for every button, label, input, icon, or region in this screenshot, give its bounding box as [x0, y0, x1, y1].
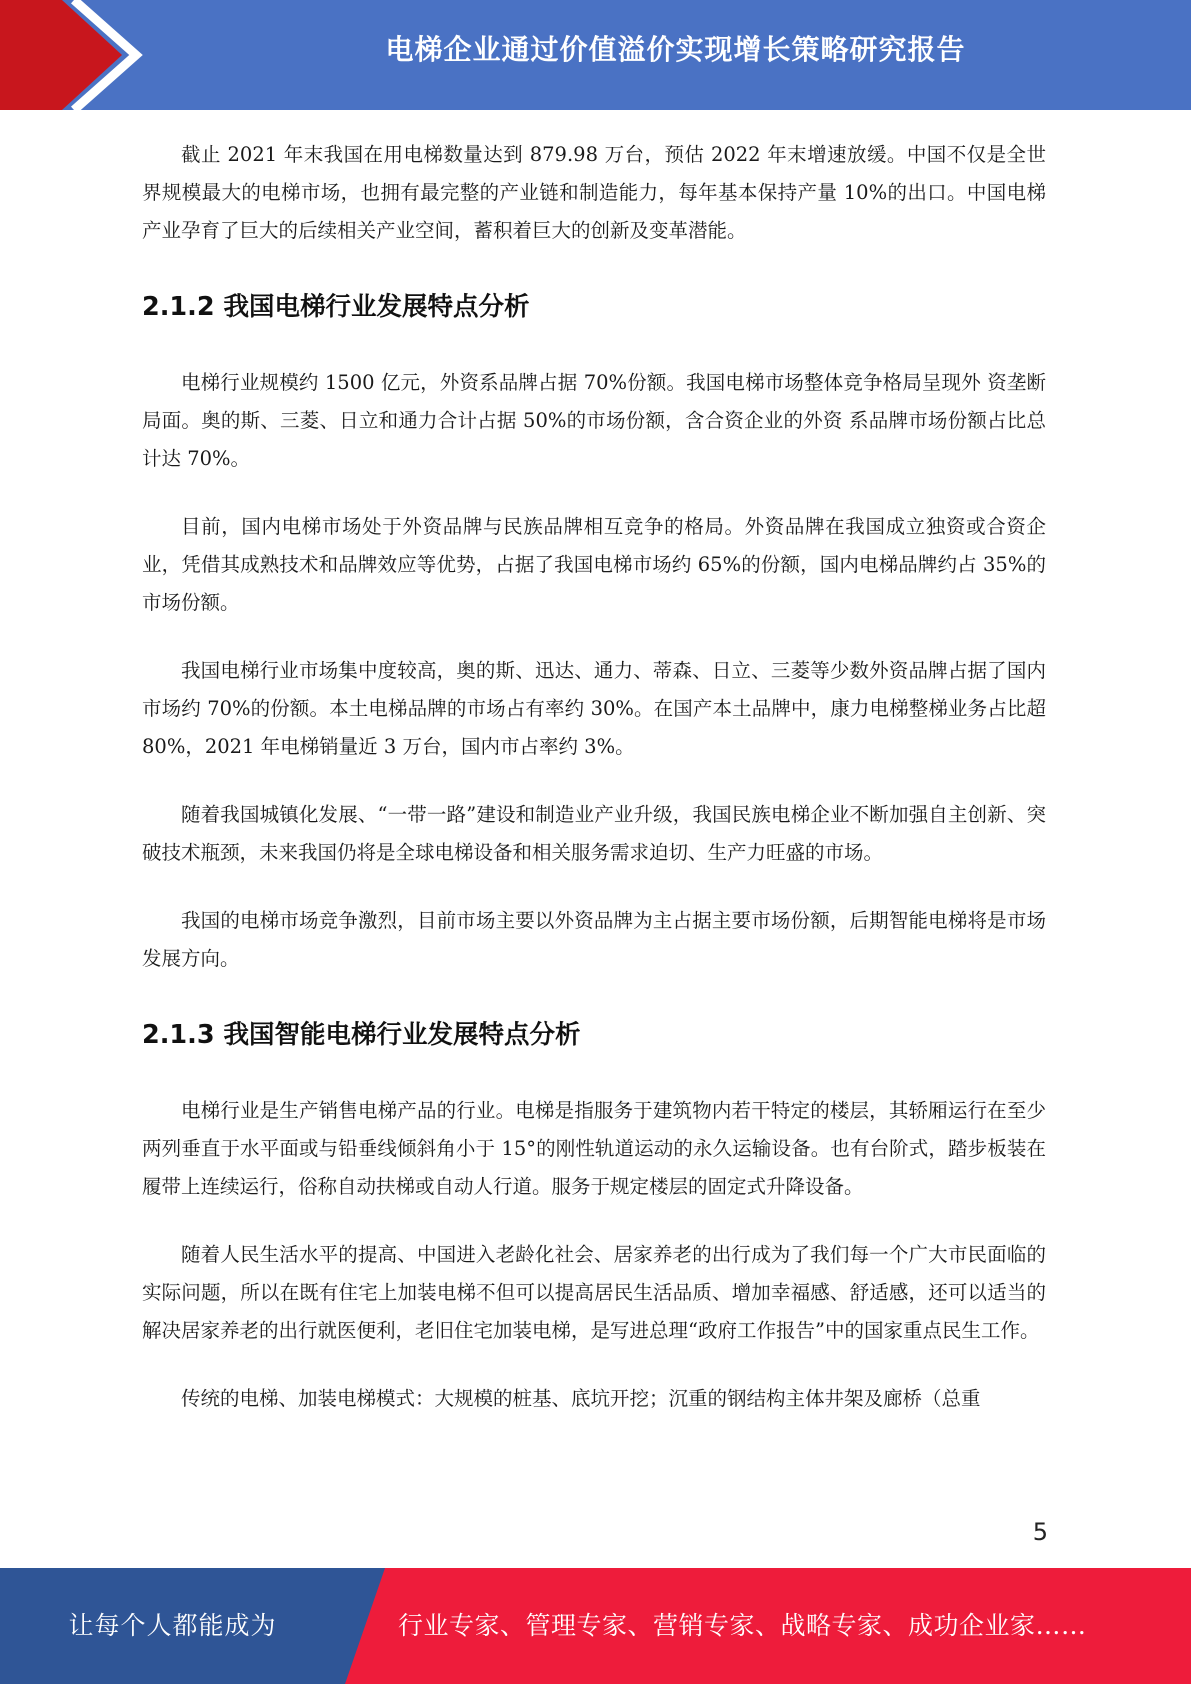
section-heading-2-1-2: 2.1.2 我国电梯行业发展特点分析 — [142, 292, 530, 322]
paragraph-elevator-definition: 电梯行业是生产销售电梯产品的行业。电梯是指服务于建筑物内若干特定的楼层，其轿厢运行在至少两列垂直于水平面或与铅垂线倾斜角小于 15°的刚性轨道运动的永久运输设备。也有台阶式，踏步板装在履带上连续运行，俗称自动扶梯或自动人行道。服务于规定楼层的固定式升降设备。 — [142, 1099, 1046, 1198]
footer-slogan-left: 让每个人都能成为 — [68, 1611, 277, 1640]
paragraph-industry-scale: 电梯行业规模约 1500 亿元，外资系品牌占据 70%份额。我国电梯市场整体竞争格局呈现外 资垄断局面。奥的斯、三菱、日立和通力合计占据 50%的市场份额，含合资企业的外资 系品牌市场份额占比总计达 70%。 — [142, 371, 1046, 470]
paragraph-market-concentration: 我国电梯行业市场集中度较高，奥的斯、迅达、通力、蒂森、日立、三菱等少数外资品牌占据了国内市场约 70%的份额。本土电梯品牌的市场占有率约 30%。在国产本土品牌中，康力电梯整梯业务占比超 80%，2021 年电梯销量近 3 万台，国内市占率约 3%。 — [142, 659, 1046, 758]
paragraph-intro: 截止 2021 年末我国在用电梯数量达到 879.98 万台，预估 2022 年末增速放缓。中国不仅是全世界规模最大的电梯市场，也拥有最完整的产业链和制造能力，每年基本保持产量 10%的出口。中国电梯产业孕育了巨大的后续相关产业空间，蓄积着巨大的创新及变革潜能。 — [142, 143, 1046, 242]
paragraph-urbanization: 随着我国城镇化发展、“一带一路”建设和制造业产业升级，我国民族电梯企业不断加强自主创新、突破技术瓶颈，未来我国仍将是全球电梯设备和相关服务需求迫切、生产力旺盛的市场。 — [142, 803, 1046, 864]
header-chevron-decoration — [0, 0, 160, 110]
paragraph-aging-society: 随着人民生活水平的提高、中国进入老龄化社会、居家养老的出行成为了我们每一个广大市民面临的实际问题，所以在既有住宅上加装电梯不但可以提高居民生活品质、增加幸福感、舒适感，还可以适当的解决居家养老的出行就医便利，老旧住宅加装电梯，是写进总理“政府工作报告”中的国家重点民生工作。 — [142, 1243, 1046, 1342]
paragraph-smart-elevator-trend: 我国的电梯市场竞争激烈，目前市场主要以外资品牌为主占据主要市场份额，后期智能电梯将是市场发展方向。 — [142, 909, 1046, 970]
document-body — [142, 136, 1046, 1418]
section-heading-2-1-3: 2.1.3 我国智能电梯行业发展特点分析 — [142, 1020, 581, 1050]
chevron-red-shape — [0, 0, 122, 110]
footer-slogan-right: 行业专家、管理专家、营销专家、战略专家、成功企业家…… — [398, 1611, 1087, 1640]
page-number: 5 — [1032, 1518, 1048, 1546]
paragraph-competition-pattern: 目前，国内电梯市场处于外资品牌与民族品牌相互竞争的格局。外资品牌在我国成立独资或合资企业，凭借其成熟技术和品牌效应等优势，占据了我国电梯市场约 65%的份额，国内电梯品牌约占 35%的市场份额。 — [142, 515, 1046, 614]
paragraph-traditional-mode: 传统的电梯、加装电梯模式：大规模的桩基、底坑开挖；沉重的钢结构主体井架及廊桥（总重 — [181, 1387, 981, 1410]
report-title: 电梯企业通过价值溢价实现增长策略研究报告 — [385, 33, 966, 66]
footer-banner — [0, 1568, 1191, 1684]
header-bar — [0, 0, 1191, 110]
